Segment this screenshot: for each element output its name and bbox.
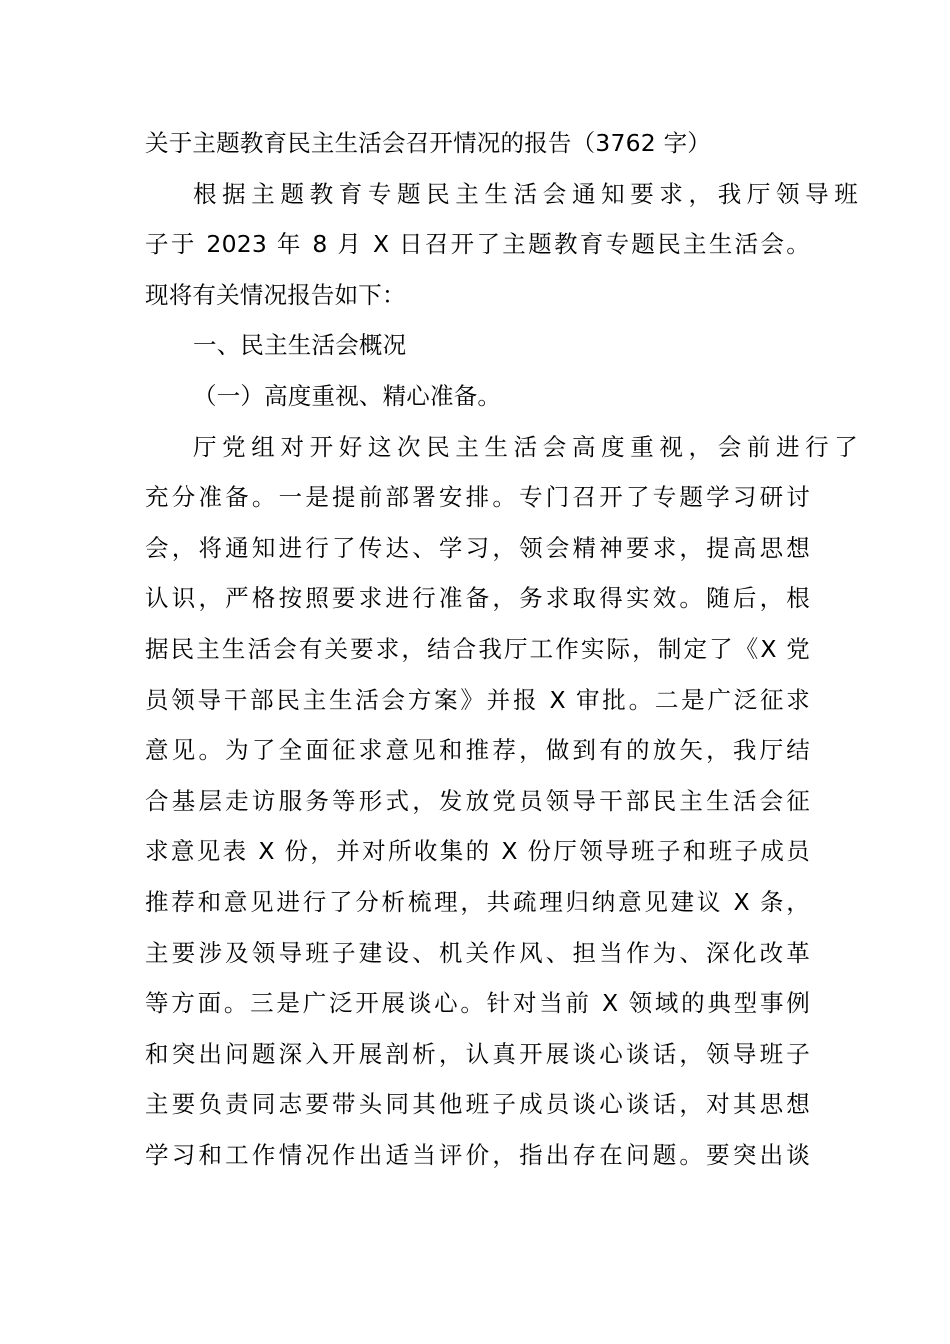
document-title: 关于主题教育民主生活会召开情况的报告（3762 字） <box>145 129 711 157</box>
paragraph-line: 现将有关情况报告如下： <box>145 280 406 309</box>
paragraph-line: 求意见表 X 份，并对所收集的 X 份厅领导班子和班子成员 <box>145 837 810 866</box>
subsection-heading: （一）高度重视、精心准备。 <box>193 381 502 410</box>
paragraph-line: 主要涉及领导班子建设、机关作风、担当作为、深化改革 <box>145 938 810 967</box>
paragraph-line: 根据主题教育专题民主生活会通知要求，我厅领导班 <box>193 179 858 208</box>
paragraph-line: 和突出问题深入开展剖析，认真开展谈心谈话，领导班子 <box>145 1039 810 1068</box>
paragraph-line: 充分准备。一是提前部署安排。专门召开了专题学习研讨 <box>145 483 810 512</box>
paragraph-line: 厅党组对开好这次民主生活会高度重视，会前进行了 <box>193 432 858 461</box>
paragraph-line: 等方面。三是广泛开展谈心。针对当前 X 领域的典型事例 <box>145 989 810 1018</box>
paragraph-line: 据民主生活会有关要求，结合我厅工作实际，制定了《X 党 <box>145 634 810 663</box>
paragraph-line: 学习和工作情况作出适当评价，指出存在问题。要突出谈 <box>145 1140 810 1169</box>
paragraph-line: 合基层走访服务等形式，发放党员领导干部民主生活会征 <box>145 786 810 815</box>
paragraph-line: 认识，严格按照要求进行准备，务求取得实效。随后，根 <box>145 584 810 613</box>
paragraph-line: 会，将通知进行了传达、学习，领会精神要求，提高思想 <box>145 533 810 562</box>
paragraph-line: 主要负责同志要带头同其他班子成员谈心谈话，对其思想 <box>145 1090 810 1119</box>
paragraph-line: 员领导干部民主生活会方案》并报 X 审批。二是广泛征求 <box>145 685 810 714</box>
paragraph-line: 意见。为了全面征求意见和推荐，做到有的放矢，我厅结 <box>145 736 810 765</box>
section-heading: 一、民主生活会概况 <box>193 331 407 360</box>
paragraph-line: 推荐和意见进行了分析梳理，共疏理归纳意见建议 X 条， <box>145 887 810 916</box>
paragraph-line: 子于 2023 年 8 月 X 日召开了主题教育专题民主生活会。 <box>145 230 810 259</box>
document-body <box>145 118 858 1180</box>
